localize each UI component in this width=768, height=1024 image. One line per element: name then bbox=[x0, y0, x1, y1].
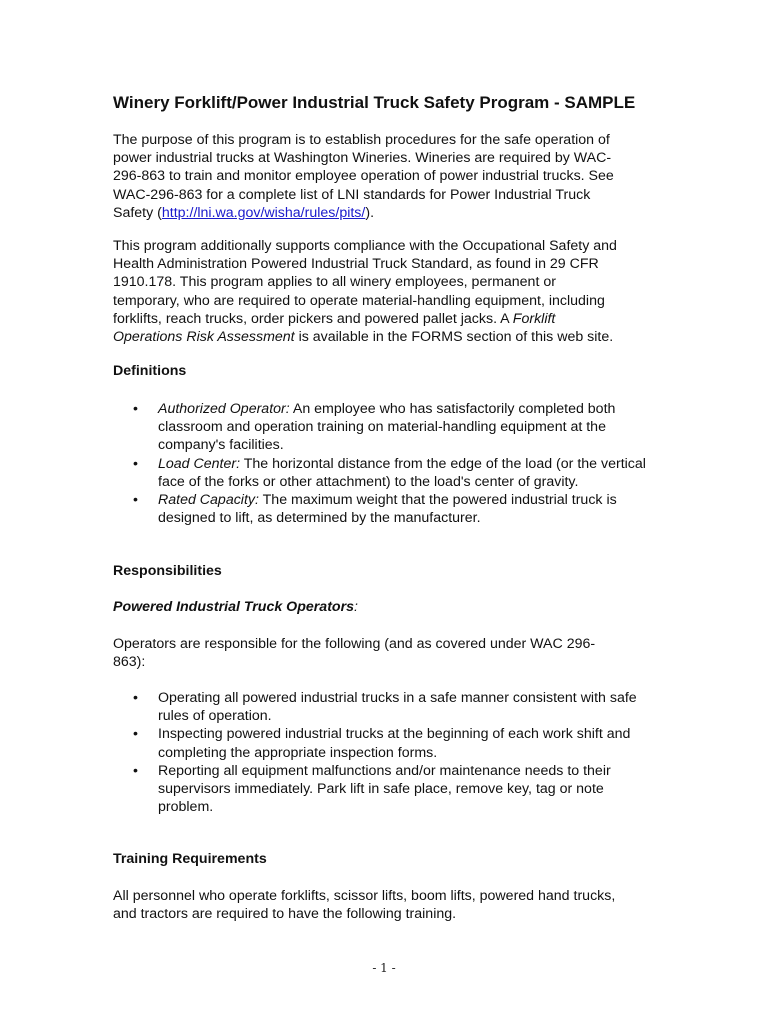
operators-subheading bbox=[113, 599, 358, 615]
operators-intro-line: 863): bbox=[113, 654, 146, 671]
compliance-paragraph bbox=[113, 237, 653, 346]
duty-text: Reporting all equipment malfunctions and/or maintenance needs to their supervisors immediately. Park lift in safe place, remove key, tag or note problem. bbox=[158, 762, 611, 816]
document-title: Winery Forklift/Power Industrial Truck Safety Program - SAMPLE bbox=[113, 93, 636, 112]
compliance-line: This program additionally supports compliance with the Occupational Safety and bbox=[113, 238, 617, 254]
intro-line: The purpose of this program is to establish procedures for the safe operation of bbox=[113, 132, 610, 148]
duty-item bbox=[113, 762, 653, 817]
training-line: and tractors are required to have the following training. bbox=[113, 906, 457, 923]
duty-item bbox=[113, 689, 653, 725]
operators-subheading-colon: : bbox=[354, 599, 358, 615]
training-paragraph bbox=[113, 887, 653, 923]
bullet-icon: • bbox=[133, 726, 138, 743]
intro-paragraph bbox=[113, 131, 653, 222]
definition-item bbox=[113, 455, 653, 491]
definition-term: Authorized Operator: bbox=[158, 401, 290, 417]
forklift-form-title: Operations Risk Assessment bbox=[113, 329, 295, 346]
definition-item bbox=[113, 400, 653, 455]
compliance-line bbox=[113, 328, 653, 346]
compliance-line bbox=[113, 310, 653, 328]
intro-line: 296-863 to train and monitor employee operation of power industrial trucks. See bbox=[113, 168, 614, 185]
duty-text: Inspecting powered industrial trucks at the beginning of each work shift and completing the appropriate inspection forms. bbox=[158, 726, 631, 761]
intro-line: WAC-296-863 for a complete list of LNI standards for Power Industrial Truck bbox=[113, 186, 591, 203]
bullet-icon: • bbox=[133, 762, 138, 779]
intro-line: power industrial trucks at Washington Wineries. Wineries are required by WAC- bbox=[113, 150, 612, 167]
compliance-text: forklifts, reach trucks, order pickers and powered pallet jacks. A bbox=[113, 310, 513, 327]
definition-text: The maximum weight that the powered industrial truck is designed to lift, as determined by the manufacturer. bbox=[158, 492, 617, 527]
definitions-list bbox=[113, 400, 653, 527]
definition-term: Load Center: bbox=[158, 455, 241, 472]
definitions-heading: Definitions bbox=[113, 363, 187, 379]
definition-text: An employee who has satisfactorily completed both classroom and operation training on material-handling equipment at the company's facilities. bbox=[158, 401, 616, 454]
operators-intro bbox=[113, 635, 653, 671]
operators-intro-line: Operators are responsible for the following (and as covered under WAC 296- bbox=[113, 636, 596, 652]
lni-pits-link[interactable]: http://lni.wa.gov/wisha/rules/pits/ bbox=[161, 204, 366, 221]
compliance-line: 1910.178. This program applies to all winery employees, permanent or bbox=[113, 274, 556, 291]
definition-term: Rated Capacity: bbox=[158, 492, 259, 509]
duty-item bbox=[113, 725, 653, 761]
bullet-icon: • bbox=[133, 455, 138, 472]
responsibilities-heading: Responsibilities bbox=[113, 563, 222, 579]
intro-text: ). bbox=[365, 204, 375, 221]
bullet-icon: • bbox=[133, 492, 138, 509]
intro-line bbox=[113, 204, 653, 222]
forklift-form-title: Forklift bbox=[512, 310, 556, 327]
compliance-line: Health Administration Powered Industrial Truck Standard, as found in 29 CFR bbox=[113, 256, 599, 273]
bullet-icon: • bbox=[133, 401, 138, 417]
duty-text: Operating all powered industrial trucks in a safe manner consistent with safe rules of operation. bbox=[158, 690, 637, 725]
bullet-icon: • bbox=[133, 690, 138, 706]
definition-item bbox=[113, 491, 653, 527]
definition-text: The horizontal distance from the edge of the load (or the vertical face of the forks or other attachment) to the load's center of gravity. bbox=[158, 455, 646, 490]
training-line: All personnel who operate forklifts, scissor lifts, boom lifts, powered hand trucks, bbox=[113, 888, 616, 904]
page-number: - 1 - bbox=[372, 961, 396, 975]
operator-duties-list bbox=[113, 689, 653, 816]
training-heading: Training Requirements bbox=[113, 851, 267, 867]
operators-subheading-text: Powered Industrial Truck Operators bbox=[113, 599, 354, 615]
intro-text: Safety ( bbox=[113, 204, 162, 221]
compliance-text: is available in the FORMS section of this web site. bbox=[294, 329, 614, 346]
compliance-line: temporary, who are required to operate material-handling equipment, including bbox=[113, 292, 605, 309]
